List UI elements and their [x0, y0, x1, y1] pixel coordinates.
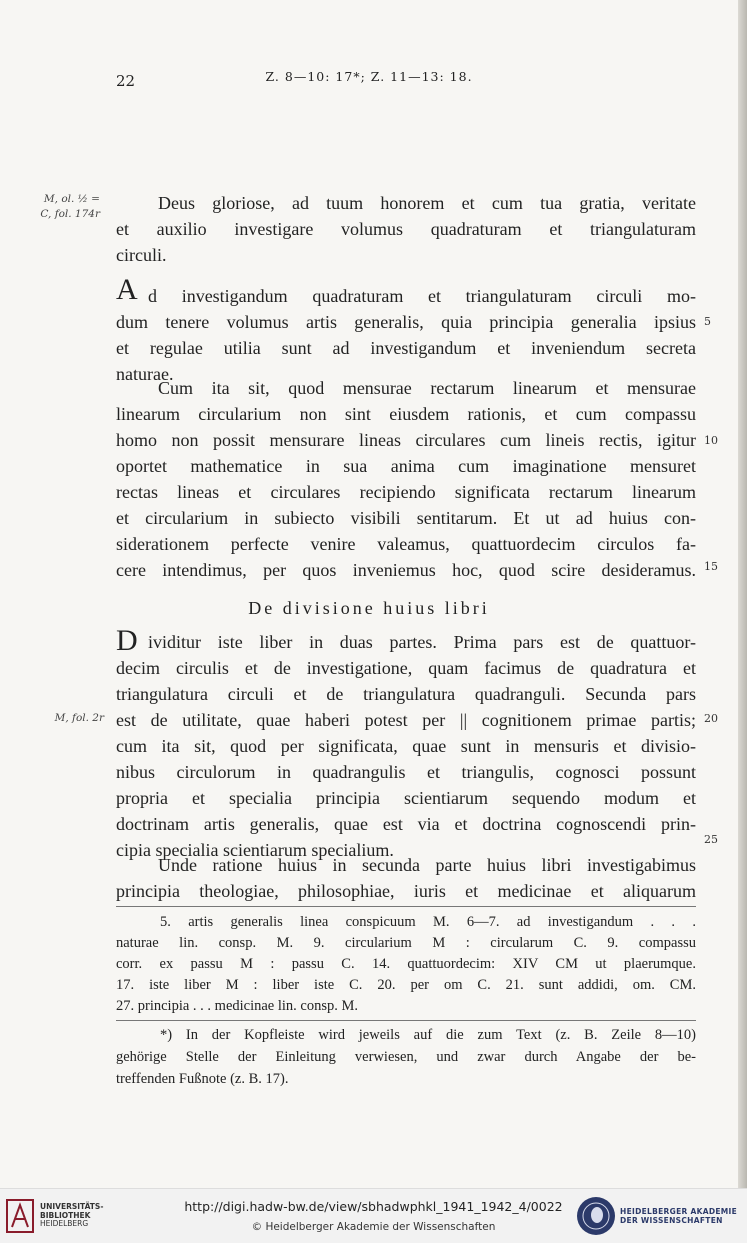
margin-note: M, ol. ½ =: [43, 193, 100, 205]
text-line: homo non possit mensurare lineas circulares cum lineis rectis, igitur: [116, 430, 696, 450]
text-line: d investigandum quadraturam et triangulaturam circuli mo-: [148, 286, 696, 306]
apparatus-rule: [116, 906, 696, 907]
apparatus-line: 5. artis generalis linea conspicuum M. 6—7. ad investigandum . . .: [160, 914, 696, 930]
text-line: nibus circulorum in quadrangulis et triangulis, cognosci possunt: [116, 762, 696, 782]
text-line: cipia specialia scientiarum specialium.: [116, 840, 394, 860]
text-line: cum ita sit, quod per significata, quae sunt in mensuris et divisio-: [116, 736, 696, 756]
text-line: Unde ratione huius in secunda parte huius libri investigabimus: [158, 855, 696, 875]
footnote-line: gehörige Stelle der Einleitung verwiesen, und zwar durch Angabe der be-: [116, 1049, 696, 1065]
text-line: triangulatura circuli et de triangulatura quadranguli. Secunda pars: [116, 684, 696, 704]
logo-text-line: HEIDELBERGER AKADEMIE: [620, 1207, 738, 1216]
text-line: naturae.: [116, 364, 174, 384]
footnote-line: *) In der Kopfleiste wird jeweils auf die zum Text (z. B. Zeile 8—10): [160, 1027, 696, 1043]
apparatus-line: 27. principia . . . medicinae lin. consp. M.: [116, 998, 359, 1014]
text-line: oportet mathematice in sua anima cum imaginatione mensuret: [116, 456, 696, 476]
text-line: rectas lineas et circulares recipiendo significata rectarum linearum: [116, 482, 696, 502]
apparatus-line: corr. ex passu M : passu C. 14. quattuordecim: XIV CM ut plaerumque.: [116, 956, 696, 972]
text-line: et circularium in subiecto visibili sentitarum. Et ut ad huius con-: [116, 508, 696, 528]
text-line: decim circulis et de investigatione, quam facimus de quadratura et: [116, 658, 696, 678]
text-line: et regulae utilia sunt ad investigandum et inveniendum secreta: [116, 338, 696, 358]
text-line: Deus gloriose, ad tuum honorem et cum tua gratia, veritate: [158, 193, 696, 213]
line-number: 5: [704, 315, 711, 328]
viewer-footer: [0, 1188, 747, 1243]
line-number: 10: [704, 434, 718, 447]
line-number: 25: [704, 833, 718, 846]
margin-note: C, fol. 174r: [40, 208, 100, 220]
text-line: circuli.: [116, 245, 167, 265]
running-header: Z. 8—10: 17*; Z. 11—13: 18.: [265, 69, 473, 84]
text-line: propria et specialia principia scientiarum sequendo modum et: [116, 788, 696, 808]
text-line: siderationem perfecte venire valeamus, quattuordecim circulos fa-: [116, 534, 696, 554]
drop-cap: A: [116, 273, 138, 306]
apparatus-line: 17. iste liber M : liber iste C. 20. per om C. 21. sunt addidi, om. CM.: [116, 977, 696, 993]
line-number: 15: [704, 560, 718, 573]
copyright-notice: © Heidelberger Akademie der Wissenschaften: [251, 1221, 496, 1233]
text-line: et auxilio investigare volumus quadraturam et triangulaturam: [116, 219, 696, 239]
margin-note: M, fol. 2r: [54, 712, 104, 724]
line-number: 20: [704, 712, 718, 725]
logo-text-line: DER WISSENSCHAFTEN: [620, 1216, 723, 1225]
permalink-url[interactable]: http://digi.hadw-bw.de/view/sbhadwphkl_1941_1942_4/0022: [184, 1199, 563, 1214]
text-line: cere intendimus, per quos inveniemus hoc, quod scire desideramus.: [116, 560, 696, 580]
page-number: 22: [116, 72, 136, 90]
section-heading: De divisione huius libri: [248, 598, 490, 618]
footnote-rule: [116, 1020, 696, 1021]
footnote-line: treffenden Fußnote (z. B. 17).: [116, 1071, 289, 1087]
drop-cap: D: [116, 624, 138, 657]
logo-text-line: HEIDELBERG: [40, 1219, 89, 1228]
logo-text-line: BIBLIOTHEK: [40, 1210, 91, 1220]
text-line: dum tenere volumus artis generalis, quia principia generalia ipsius: [116, 312, 696, 332]
apparatus-line: naturae lin. consp. M. 9. circularium M : circularum C. 9. compassu: [116, 935, 696, 951]
logo-text-line: UNIVERSITÄTS-: [40, 1202, 104, 1211]
text-line: linearum circularium non sint eiusdem rationis, et cum compassu: [116, 404, 696, 424]
academy-logo-text: [620, 1207, 737, 1225]
text-line: doctrinam artis generalis, quae est via et doctrina cognoscendi prin-: [116, 814, 696, 834]
text-line: Cum ita sit, quod mensurae rectarum linearum et mensurae: [158, 378, 696, 398]
text-line: est de utilitate, quae haberi potest per || cognitionem primae partis;: [116, 710, 696, 730]
page-edge: [738, 0, 747, 1188]
text-line: ividitur iste liber in duas partes. Prima pars est de quattuor-: [148, 632, 696, 652]
academy-seal-icon: [577, 1197, 615, 1235]
text-line: principia theologiae, philosophiae, iuris et medicinae et aliquarum: [116, 881, 696, 901]
